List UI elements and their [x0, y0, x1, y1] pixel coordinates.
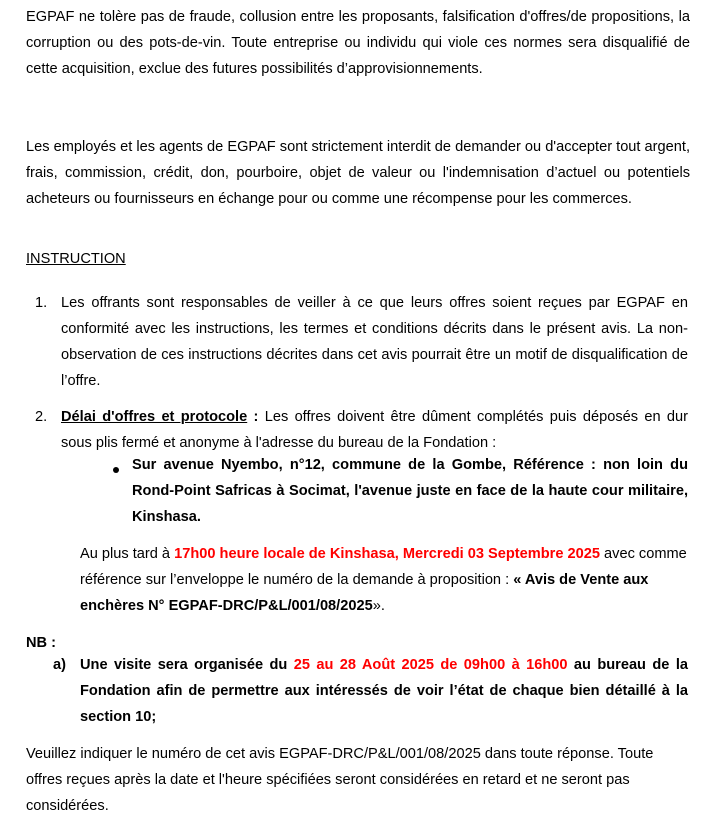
anti-fraud-paragraph: EGPAF ne tolère pas de fraude, collusion entre les proposants, falsification d'offres/de propositions, la corruption ou des pots-de-vin. Toute entreprise ou individu qui viole ces normes sera disqualifié de cette acquisition, exclue des futures possibilités d’approvisionnements. — [26, 9, 690, 77]
visit-prefix: Une visite sera organisée du — [80, 657, 294, 673]
instruction-number-1: 1. — [35, 295, 48, 311]
closing-paragraph: Veuillez indiquer le numéro de cet avis EGPAF-DRC/P&L/001/08/2025 dans toute réponse. Toute offres reçues après la date et l'heure spécifiées seront considérées en retard et ne seront pas considérées. — [26, 746, 654, 814]
sale-notice-reference: « Avis de Vente aux enchères N° EGPAF-DRC/P&L/001/08/2025 — [80, 572, 649, 614]
staff-conduct-paragraph: Les employés et les agents de EGPAF sont strictement interdit de demander ou d'accepter tout argent, frais, commission, crédit, don, pourboire, objet de valeur ou l'indemnisation d’actuel ou potentiels acheteurs ou fournisseurs en échange pour ou comme une récompense pour les commerces. — [26, 139, 690, 207]
deadline-paragraph — [80, 541, 692, 619]
address-bullet-icon — [108, 461, 122, 475]
instruction-number-2: 2. — [35, 409, 48, 425]
deadline-highlight: 17h00 heure locale de Kinshasa, Mercredi 03 Septembre 2025 — [174, 546, 600, 562]
sale-notice-reference-end: ». — [372, 598, 385, 614]
instruction-item-2-text — [61, 404, 688, 456]
deadline-suffix: avec comme référence sur l’enveloppe le numéro de la demande à proposition : — [80, 546, 687, 588]
nb-item-label: a) — [53, 657, 66, 673]
deadline-prefix: Au plus tard à — [80, 546, 175, 562]
visit-notice — [80, 652, 688, 730]
nb-heading: NB : — [26, 635, 56, 651]
foundation-address: Sur avenue Nyembo, n°12, commune de la Gombe, Référence : non loin du Rond-Point Safricas à Socimat, l'avenue juste en face de la haute cour militaire, Kinshasa. — [132, 457, 688, 525]
visit-date-highlight: 25 au 28 Août 2025 de 09h00 à 16h00 — [293, 657, 568, 673]
instruction-heading: INSTRUCTION — [26, 251, 126, 267]
deadline-protocol-description: Les offres doivent être dûment complétés puis déposés en dur sous plis fermé et anonyme à l'adresse du bureau de la Fondation : — [61, 409, 688, 451]
instruction-item-1-text: Les offrants sont responsables de veiller à ce que leurs offres soient reçues par EGPAF en conformité avec les instructions, les termes et conditions décrits dans le présent avis. La non-observation de ces instructions décrites dans cet avis pourrait être un motif de disqualification de l’offre. — [61, 295, 688, 389]
deadline-protocol-colon: : — [247, 409, 265, 425]
deadline-protocol-title: Délai d'offres et protocole — [61, 409, 248, 425]
visit-suffix: au bureau de la Fondation afin de permettre aux intéressés de voir l’état de chaque bien détaillé à la section 10; — [80, 657, 688, 725]
